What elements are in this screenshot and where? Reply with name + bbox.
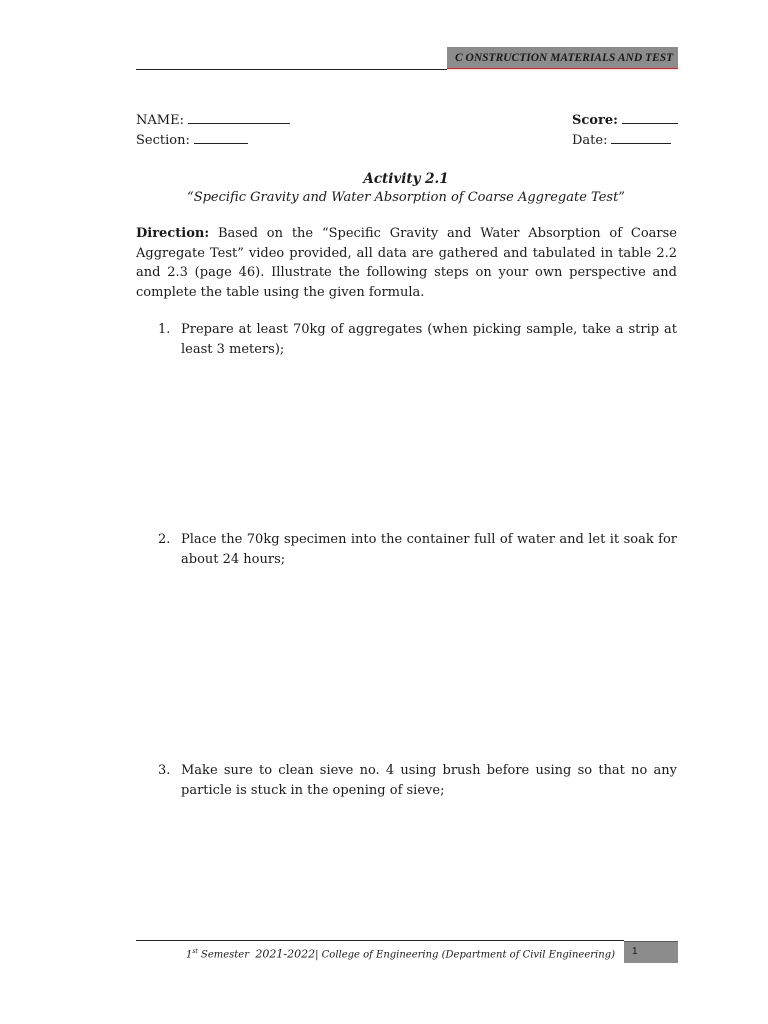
score-blank-line bbox=[622, 112, 678, 124]
direction-text: Based on the “Specific Gravity and Water Absorption of Coarse Aggregate Test” video provided, all data are gathered and tabulated in table 2.2 and 2.3 (page 46). Illustrate the following steps on your own perspective and complete the table using the given formula. bbox=[136, 226, 677, 300]
college-text: | College of Engineering (Department of Civil Engineering) bbox=[315, 949, 615, 961]
footer-text bbox=[136, 944, 615, 963]
list-item-step-3 bbox=[136, 761, 677, 800]
footer-rule bbox=[136, 940, 624, 941]
page-number-box bbox=[624, 941, 678, 963]
step-number: 1. bbox=[158, 322, 171, 337]
step-text: Prepare at least 70kg of aggregates (when picking sample, take a strip at least 3 meters); bbox=[181, 322, 677, 357]
name-label: NAME: bbox=[136, 113, 184, 128]
section-blank-line bbox=[194, 132, 248, 144]
score-label: Score: bbox=[572, 113, 618, 128]
section-field bbox=[136, 132, 248, 149]
name-blank-line bbox=[188, 112, 290, 124]
page-number: 1 bbox=[632, 946, 638, 957]
header-rule bbox=[136, 69, 447, 70]
course-title-banner bbox=[447, 47, 678, 69]
list-item-step-2 bbox=[136, 530, 677, 569]
course-title: C ONSTRUCTION MATERIALS AND TEST bbox=[455, 52, 674, 64]
semester-label: Semester bbox=[197, 949, 250, 961]
list-item-step-1 bbox=[136, 320, 677, 359]
name-field bbox=[136, 112, 290, 129]
step-number: 2. bbox=[158, 532, 171, 547]
semester-suffix: st bbox=[192, 948, 198, 955]
date-blank-line bbox=[611, 132, 671, 144]
school-year: 2021-2022 bbox=[255, 947, 316, 961]
step-text: Make sure to clean sieve no. 4 using brush before using so that no any particle is stuck in the opening of sieve; bbox=[181, 763, 677, 798]
semester-number: 1 bbox=[185, 949, 193, 961]
direction-label: Direction: bbox=[136, 226, 210, 241]
date-label: Date: bbox=[572, 133, 608, 148]
activity-subtitle: “Specific Gravity and Water Absorption of Coarse Aggregate Test” bbox=[187, 190, 625, 205]
step-number: 3. bbox=[158, 763, 171, 778]
direction-paragraph bbox=[136, 224, 677, 302]
score-field bbox=[572, 112, 678, 129]
step-text: Place the 70kg specimen into the container full of water and let it soak for about 24 hours; bbox=[181, 532, 677, 567]
activity-title: Activity 2.1 bbox=[363, 171, 449, 187]
section-label: Section: bbox=[136, 133, 190, 148]
date-field bbox=[572, 132, 671, 149]
